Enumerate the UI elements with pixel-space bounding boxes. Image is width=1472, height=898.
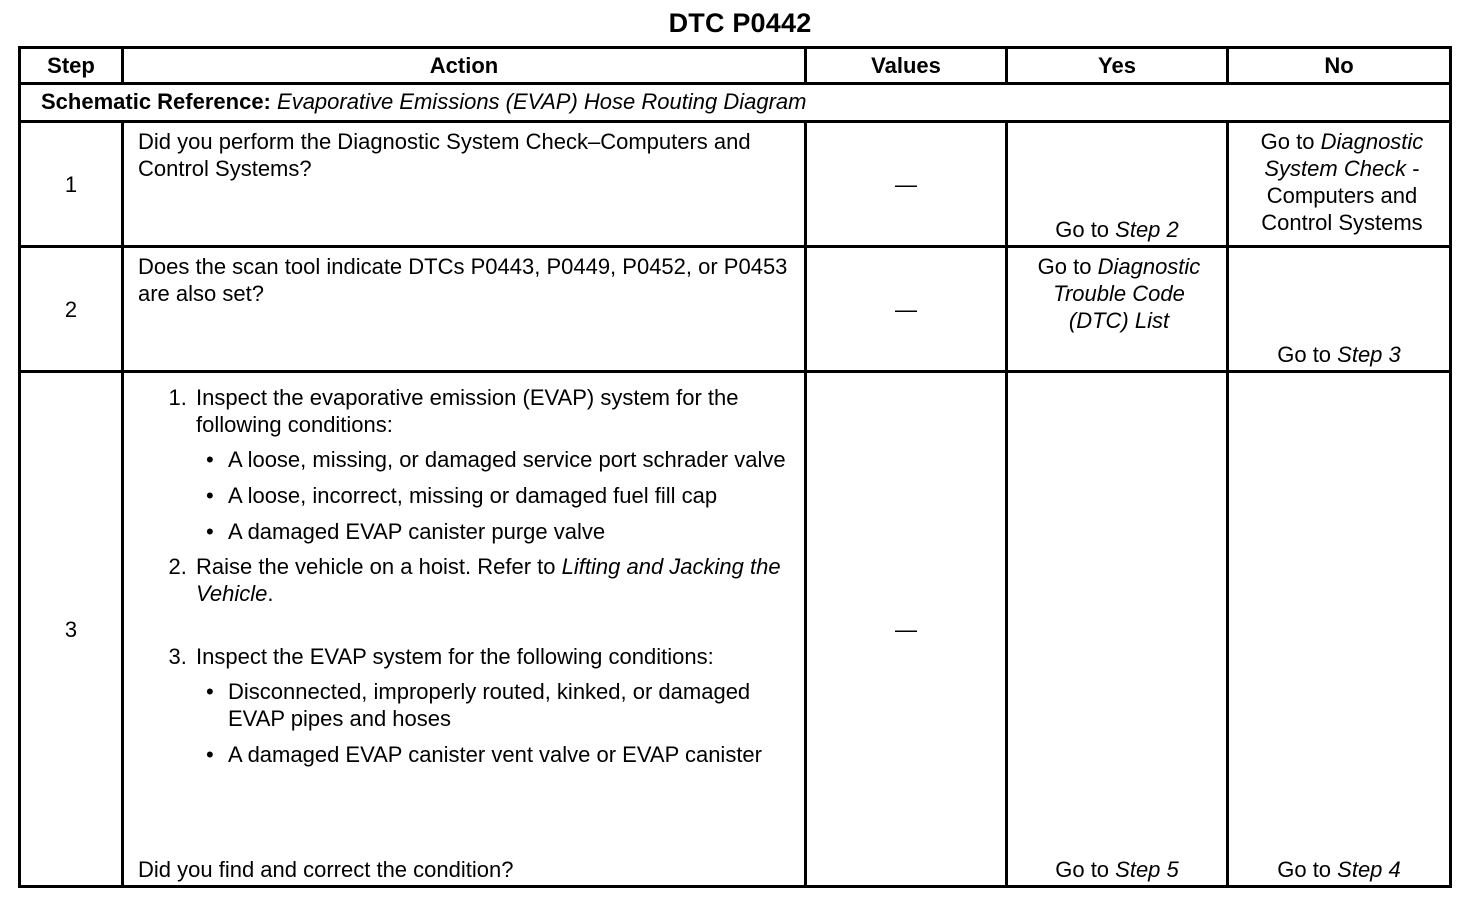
header-yes: Yes [1007,48,1228,84]
yes-prefix: Go to [1055,857,1116,882]
header-row [20,48,1451,84]
no-prefix: Go to [1277,857,1338,882]
bullet-item: • A damaged EVAP canister purge valve [228,518,790,545]
yes-prefix: Go to [1055,217,1116,242]
no-link[interactable]: Diagnostic System Check [1264,129,1424,181]
yes-cell [1007,372,1228,887]
list-item [193,553,790,607]
header-no: No [1228,48,1451,84]
yes-cell [1007,247,1228,372]
page-title: DTC P0442 [668,8,812,38]
procedure-suffix: . [267,581,274,606]
values-cell: — [806,247,1007,372]
question-text: Did you find and correct the condition? [138,857,514,882]
table-row [20,372,1451,887]
action-text: Does the scan tool indicate DTCs P0443, P0449, P0452, or P0453 are also set? [123,247,806,372]
step-number: 1 [20,122,123,247]
no-cell [1228,247,1451,372]
bullet-list [196,678,790,768]
no-link[interactable]: Step 4 [1337,857,1401,882]
bullet-item: • A loose, incorrect, missing or damaged fuel fill cap [228,482,790,509]
procedure-text: Inspect the EVAP system for the following conditions: [196,644,714,669]
action-list [123,372,806,887]
bullet-item: • Disconnected, improperly routed, kinked, or damaged EVAP pipes and hoses [228,678,790,732]
yes-link[interactable]: Step 5 [1115,857,1179,882]
no-prefix: Go to [1277,342,1338,367]
diagnostic-table [18,46,1452,888]
schematic-row [20,84,1451,122]
yes-cell [1007,122,1228,247]
no-suffix: - Computers and Control Systems [1261,156,1423,235]
action-text: Did you perform the Diagnostic System Check–Computers and Control Systems? [123,122,806,247]
bullet-item: • A loose, missing, or damaged service port schrader valve [228,446,790,473]
no-cell [1228,372,1451,887]
procedure-text: Raise the vehicle on a hoist. Refer to [196,554,562,579]
table-row [20,247,1451,372]
schematic-label: Schematic Reference: [41,89,271,114]
header-action: Action [123,48,806,84]
procedure-text: Inspect the evaporative emission (EVAP) system for the following conditions: [196,385,739,437]
schematic-link[interactable]: Evaporative Emissions (EVAP) Hose Routing Diagram [277,89,807,114]
values-cell: — [806,372,1007,887]
header-values: Values [806,48,1007,84]
values-cell: — [806,122,1007,247]
table-row [20,122,1451,247]
header-step: Step [20,48,123,84]
yes-link[interactable]: Step 2 [1115,217,1179,242]
yes-link[interactable]: Diagnostic Trouble Code (DTC) List [1053,254,1201,333]
bullet-item: • A damaged EVAP canister vent valve or EVAP canister [228,741,790,768]
no-link[interactable]: Step 3 [1337,342,1401,367]
yes-prefix: Go to [1037,254,1098,279]
no-prefix: Go to [1260,129,1321,154]
list-item [193,384,790,545]
step-number: 3 [20,372,123,887]
schematic-reference [20,84,1451,122]
list-item [193,643,790,768]
step-number: 2 [20,247,123,372]
procedure-link[interactable]: Lifting and Jacking the Vehicle [196,554,781,606]
no-cell [1228,122,1451,247]
procedure-list [138,384,790,768]
bullet-list [196,446,790,545]
